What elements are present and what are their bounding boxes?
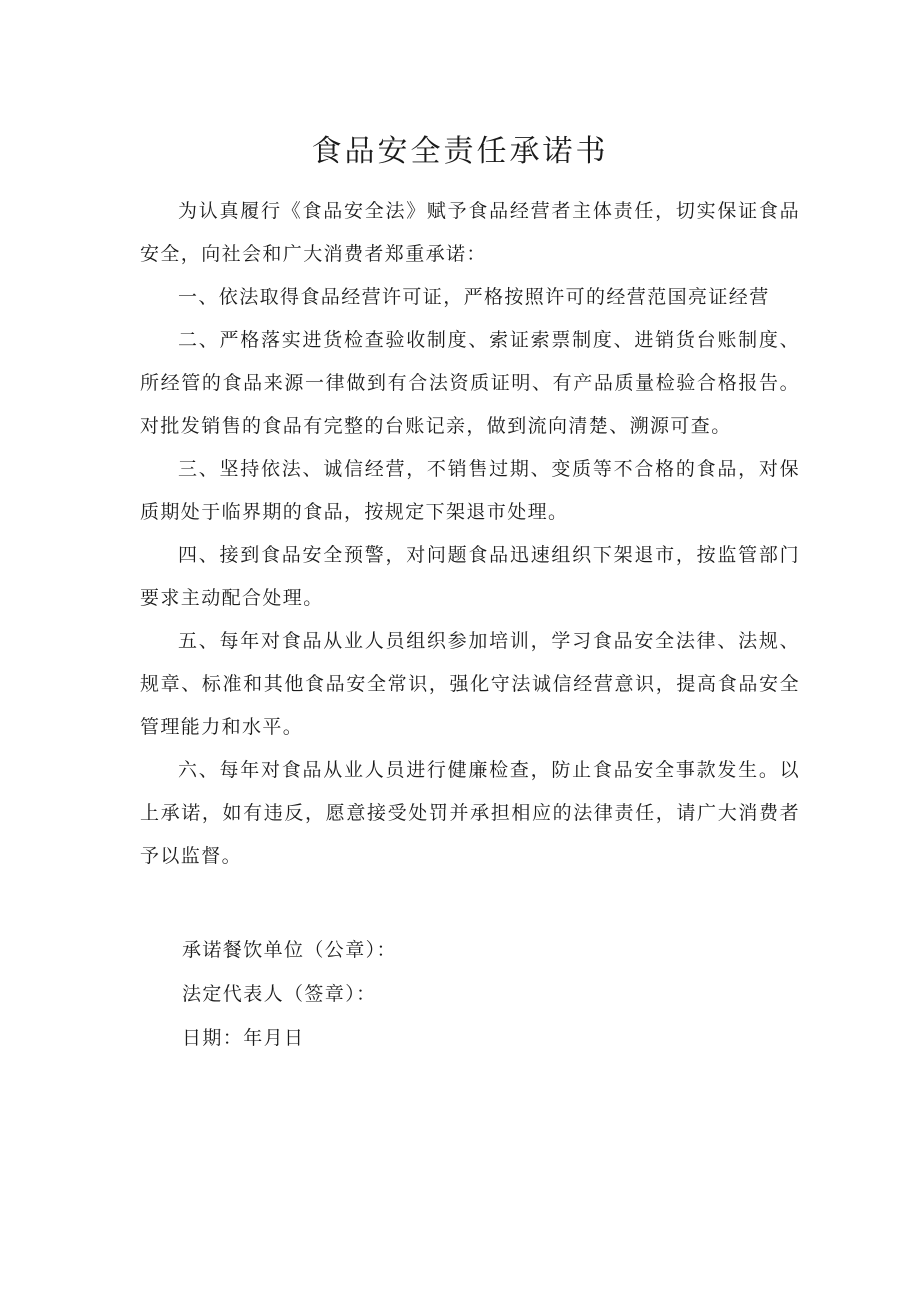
- clause-6-paragraph: 六、每年对食品从业人员进行健廉检查，防止食品安全事款发生。以上承诺，如有违反，愿意接受处罚并承担相应的法律责任，请广大消费者予以监督。: [140, 759, 800, 867]
- clause-3-paragraph: 三、坚持依法、诚信经营，不销售过期、变质等不合格的食品，对保质期处于临界期的食品，按规定下架退市处理。: [140, 458, 800, 523]
- clause-5-paragraph: 五、每年对食品从业人员组织参加培训，学习食品安全法律、法规、规章、标准和其他食品安全常识，强化守法诚信经营意识，提高食品安全管理能力和水平。: [140, 630, 800, 738]
- unit-seal-label: 承诺餐饮单位（公章）：: [182, 939, 397, 961]
- signature-block: [182, 928, 782, 1060]
- document-title: 食品安全责任承诺书: [311, 134, 609, 169]
- date-label: 日期：年月日: [182, 1027, 305, 1049]
- clause-2-paragraph: 二、严格落实进货检查验收制度、索证索票制度、进销货台账制度、所经管的食品来源一律做到有合法资质证明、有产品质量检验合格报告。对批发销售的食品有完整的台账记亲，做到流向清楚、溯源可查。: [140, 329, 800, 437]
- representative-signature-label: 法定代表人（签章）：: [182, 983, 377, 1005]
- clause-4-paragraph: 四、接到食品安全预警，对问题食品迅速组织下架退市，按监管部门要求主动配合处理。: [140, 544, 800, 609]
- clause-1-paragraph: 一、依法取得食品经营许可证，严格按照许可的经营范国亮证经营: [178, 286, 770, 308]
- document-body: [140, 190, 800, 878]
- intro-paragraph: 为认真履行《食品安全法》赋予食品经营者主体责任，切实保证食品安全，向社会和广大消费者郑重承诺：: [140, 200, 800, 265]
